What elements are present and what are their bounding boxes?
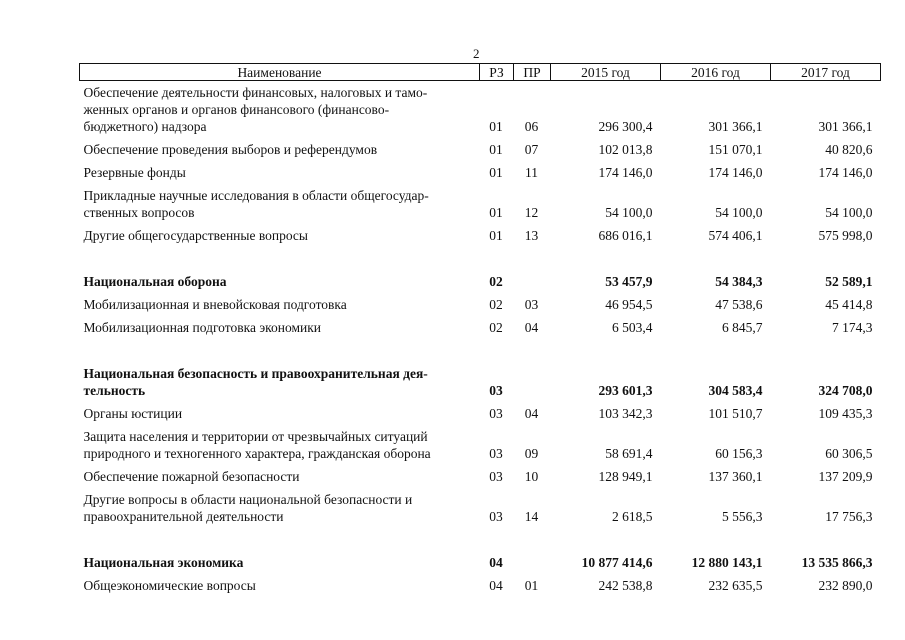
table-row <box>80 138 881 161</box>
row-2017: 301 366,1 <box>818 119 873 134</box>
row-2017: 7 174,3 <box>832 320 873 335</box>
row-rz: 04 <box>489 555 503 570</box>
table-row-section <box>80 270 881 293</box>
row-2015: 2 618,5 <box>612 509 653 524</box>
row-pr: 10 <box>524 469 539 484</box>
header-rz: РЗ <box>480 64 514 81</box>
row-name: Другие вопросы в области национальной безопасности и правоохранительной деятельности <box>83 492 413 524</box>
row-name: Обеспечение пожарной безопасности <box>83 469 300 484</box>
row-rz: 01 <box>489 119 503 134</box>
row-pr: 09 <box>524 446 539 461</box>
row-spacer <box>80 528 881 551</box>
row-pr: 13 <box>524 228 539 243</box>
row-2015: 242 538,8 <box>598 578 653 593</box>
row-2015: 128 949,1 <box>598 469 653 484</box>
row-pr: 01 <box>524 578 539 593</box>
header-pr: ПР <box>514 64 551 81</box>
row-pr: 12 <box>524 205 539 220</box>
table-row <box>80 224 881 247</box>
table-row-section <box>80 551 881 574</box>
row-pr: 04 <box>524 320 539 335</box>
row-2016: 304 583,4 <box>708 383 763 398</box>
row-spacer <box>80 339 881 362</box>
row-2017: 45 414,8 <box>825 297 873 312</box>
row-rz: 02 <box>489 274 503 289</box>
row-2016: 101 510,7 <box>708 406 763 421</box>
row-2017: 54 100,0 <box>825 205 873 220</box>
row-2016: 137 360,1 <box>708 469 763 484</box>
row-2017: 174 146,0 <box>818 165 873 180</box>
row-name: Национальная оборона <box>83 274 227 289</box>
table-row <box>80 184 881 224</box>
table-row <box>80 402 881 425</box>
row-2015: 686 016,1 <box>598 228 653 243</box>
row-2016: 6 845,7 <box>722 320 763 335</box>
table-header-row <box>80 64 881 81</box>
row-2016: 174 146,0 <box>708 165 763 180</box>
row-name: Мобилизационная подготовка экономики <box>83 320 322 335</box>
table-row <box>80 81 881 139</box>
row-2015: 58 691,4 <box>605 446 653 461</box>
row-pr <box>514 270 551 293</box>
row-rz: 03 <box>489 406 503 421</box>
row-2017: 232 890,0 <box>818 578 873 593</box>
row-2017: 13 535 866,3 <box>801 555 873 570</box>
row-spacer <box>80 247 881 270</box>
row-2015: 296 300,4 <box>598 119 653 134</box>
page-number: 2 <box>473 46 480 61</box>
row-2017: 17 756,3 <box>825 509 873 524</box>
row-name: Защита населения и территории от чрезвычайных ситуаций природного и техногенного характера, гражданская оборона <box>83 429 431 461</box>
row-2015: 6 503,4 <box>612 320 653 335</box>
budget-table <box>79 63 881 597</box>
row-rz: 01 <box>489 228 503 243</box>
row-2016: 54 100,0 <box>715 205 763 220</box>
row-name: Резервные фонды <box>83 165 186 180</box>
row-rz: 02 <box>489 297 503 312</box>
row-2017: 109 435,3 <box>818 406 873 421</box>
row-rz: 03 <box>489 446 503 461</box>
row-2016: 47 538,6 <box>715 297 763 312</box>
row-pr <box>514 362 551 402</box>
row-pr: 06 <box>524 119 539 134</box>
header-name: Наименование <box>80 64 480 81</box>
row-2016: 301 366,1 <box>708 119 763 134</box>
row-2017: 52 589,1 <box>825 274 873 289</box>
row-2017: 60 306,5 <box>825 446 873 461</box>
row-rz: 04 <box>489 578 503 593</box>
table-row <box>80 425 881 465</box>
row-2016: 574 406,1 <box>708 228 763 243</box>
row-2017: 575 998,0 <box>818 228 873 243</box>
row-2015: 46 954,5 <box>605 297 653 312</box>
row-2015: 10 877 414,6 <box>581 555 653 570</box>
row-2015: 102 013,8 <box>598 142 653 157</box>
row-pr: 04 <box>524 406 539 421</box>
row-2016: 151 070,1 <box>708 142 763 157</box>
row-pr: 07 <box>524 142 539 157</box>
row-2016: 54 384,3 <box>715 274 763 289</box>
row-2016: 5 556,3 <box>722 509 763 524</box>
row-2016: 232 635,5 <box>708 578 763 593</box>
row-2016: 60 156,3 <box>715 446 763 461</box>
row-name: Национальная безопасность и правоохранительная дея- тельность <box>83 366 428 398</box>
table-row-section <box>80 362 881 402</box>
row-name: Национальная экономика <box>83 555 244 570</box>
row-2015: 53 457,9 <box>605 274 653 289</box>
row-2015: 54 100,0 <box>605 205 653 220</box>
table-row <box>80 293 881 316</box>
row-pr: 14 <box>524 509 539 524</box>
row-name: Обеспечение деятельности финансовых, налоговых и тамо- женных органов и органов финансового (финансово- бюджетного) надзора <box>83 85 428 134</box>
table-row <box>80 161 881 184</box>
table-row <box>80 488 881 528</box>
table-row <box>80 465 881 488</box>
row-2017: 324 708,0 <box>818 383 873 398</box>
header-2015: 2015 год <box>551 64 661 81</box>
row-rz: 03 <box>489 509 503 524</box>
table-row <box>80 316 881 339</box>
row-name: Органы юстиции <box>83 406 183 421</box>
row-pr <box>514 551 551 574</box>
row-rz: 01 <box>489 142 503 157</box>
row-2015: 293 601,3 <box>598 383 653 398</box>
row-rz: 01 <box>489 165 503 180</box>
row-2016: 12 880 143,1 <box>691 555 763 570</box>
header-2016: 2016 год <box>661 64 771 81</box>
row-name: Общеэкономические вопросы <box>83 578 256 593</box>
row-name: Обеспечение проведения выборов и референдумов <box>83 142 378 157</box>
row-rz: 01 <box>489 205 503 220</box>
row-pr: 03 <box>524 297 539 312</box>
row-name: Прикладные научные исследования в области общегосудар- ственных вопросов <box>83 188 429 220</box>
header-2017: 2017 год <box>771 64 881 81</box>
row-2015: 174 146,0 <box>598 165 653 180</box>
row-rz: 03 <box>489 383 503 398</box>
row-rz: 03 <box>489 469 503 484</box>
row-pr: 11 <box>525 165 538 180</box>
row-name: Другие общегосударственные вопросы <box>83 228 308 243</box>
table-row <box>80 574 881 597</box>
row-name: Мобилизационная и вневойсковая подготовка <box>83 297 347 312</box>
row-2017: 40 820,6 <box>825 142 873 157</box>
row-rz: 02 <box>489 320 503 335</box>
row-2015: 103 342,3 <box>598 406 653 421</box>
row-2017: 137 209,9 <box>818 469 873 484</box>
